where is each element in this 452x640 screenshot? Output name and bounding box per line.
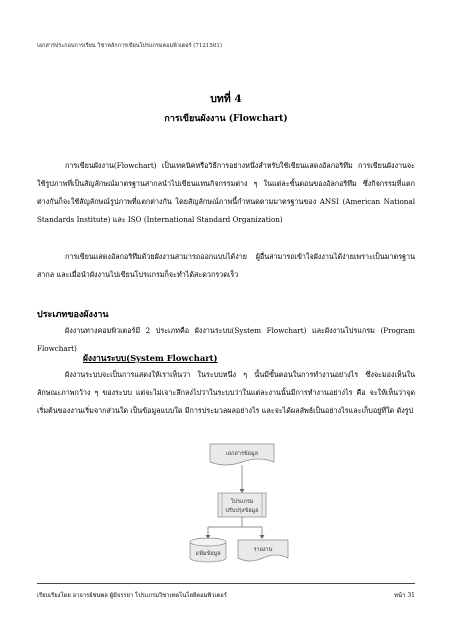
- paragraph-system-flowchart: ผังงานระบบจะเป็นการแสดงให้เราเห็นว่า ในระบบหนึ่ง ๆ นั้นมีขั้นตอนในการทำงานอย่างไร ซึ่งจะมองเห็นในลักษณะภาพกว้าง ๆ ของระบบ แต่จะไม่เจาะลึกลงไปว่าในระบบว่าในแต่ละงานนั้นมีการทำงานอย่างไร คือ จะให้เห็นว่าจุดเริ่มต้นของงานเริ่มจากส่วนใด เป็นข้อมูลแบบใด มีการประมวลผลอย่างไร และจะได้ผลลัพธ์เป็นอย่างไรและเก็บอยู่ที่ใด ดังรูป: [37, 370, 415, 415]
- chapter-title: การเขียนผังงาน (Flowchart): [164, 114, 288, 124]
- paragraph-types: ผังงานทางคอมพิวเตอร์มี 2 ประเภทคือ ผังงานระบบ(System Flowchart) และผังงานโปรแกรม (Program Flowchart): [37, 326, 415, 353]
- paragraph-intro: การเขียนผังงาน(Flowchart) เป็นเทคนิคหรือวิธีการอย่างหนึ่งสำหรับใช้เขียนแสดงอัลกอริทึม การเขียนผังงานจะใช้รูปภาพที่เป็นสัญลักษณ์มาตรฐานสากลนำไปเขียนแทนกิจกรรมต่าง ๆ ในแต่ละขั้นตอนของอัลกอริทึม ซึ่งกิจกรรมที่แตกต่างกันก็จะใช้สัญลักษณ์รูปภาพที่แตกต่างกัน โดยสัญลักษณ์ภาพนี้กำหนดตามมาตรฐานของ ANSI (American National Standards Institute) และ ISO (International Standard Organization): [37, 161, 415, 224]
- process-label-1: โปรแกรม: [230, 499, 254, 505]
- report-label: รายงาน: [253, 547, 273, 553]
- page-header: เอกสารประกอบการเรียน วิชาหลักการเขียนโปรแกรมคอมพิวเตอร์ (7121501): [37, 43, 223, 49]
- footer-author: เรียบเรียงโดย อาจารย์ชนพล ผู้มีจรรยา โปรแกรมวิชาเทคโนโลยีคอมพิวเตอร์: [37, 593, 227, 599]
- arrowhead-1: [240, 489, 245, 493]
- section-heading: ประเภทของผังงาน: [37, 310, 109, 320]
- disk-label: แฟ้มข้อมูล: [195, 551, 221, 557]
- document-label: เอกสารข้อมูล: [226, 451, 258, 457]
- chapter-number: บทที่ 4: [210, 93, 242, 105]
- process-label-2: ปรับปรุงข้อมูล: [225, 508, 259, 514]
- arrowhead-3: [260, 535, 265, 539]
- disk-top: [190, 538, 226, 546]
- footer-divider: [37, 583, 415, 584]
- paragraph-benefits: การเขียนแสดงอัลกอริทึมด้วยผังงานสามารถออกแบบได้ง่าย ผู้อื่นสามารถเข้าใจผังงานได้ง่ายเพราะเป็นมาตรฐานสากล และเมื่อนำผังงานไปเขียนโปรแกรมก็จะทำได้สะดวกรวดเร็ว: [37, 252, 415, 279]
- subsection-heading: ผังงานระบบ(System Flowchart): [83, 353, 218, 363]
- page-number: หน้า 31: [394, 592, 415, 599]
- system-flowchart-diagram: [180, 440, 300, 570]
